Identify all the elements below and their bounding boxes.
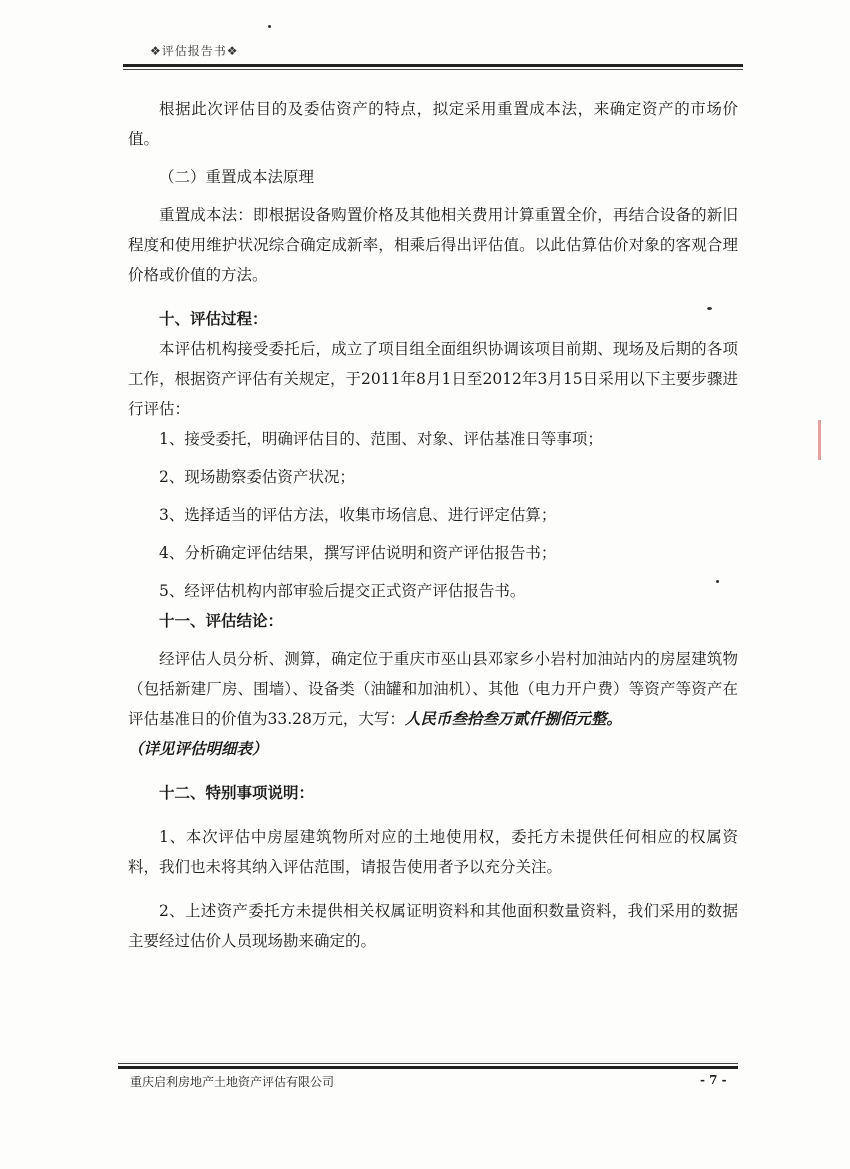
list-item-step-5: 5、经评估机构内部审验后提交正式资产评估报告书。 <box>159 582 526 600</box>
paragraph-process: 本评估机构接受委托后，成立了项目组全面组织协调该项目前期、现场及后期的各项工作，根据资产评估有关规定，于2011年8月1日至2012年3月15日采用以下主要步骤进行评估： <box>128 340 738 418</box>
scan-speck <box>716 580 719 583</box>
scan-speck <box>268 25 271 28</box>
heading-section-10: 十、评估过程： <box>159 310 268 328</box>
footer-rule <box>118 1066 738 1069</box>
scan-speck <box>707 307 712 310</box>
list-item-step-4: 4、分析确定评估结果，撰写评估说明和资产评估报告书； <box>159 544 557 562</box>
paragraph-special-item-1: 1、本次评估中房屋建筑物所对应的土地使用权，委托方未提供任何相应的权属资料，我们也未将其纳入评估范围，请报告使用者予以充分关注。 <box>128 828 738 876</box>
footer-rule-thin <box>118 1063 738 1064</box>
paragraph-method-choice: 根据此次评估目的及委估资产的特点，拟定采用重置成本法，来确定资产的市场价值。 <box>128 100 738 148</box>
list-item-step-3: 3、选择适当的评估方法，收集市场信息、进行评定估算； <box>159 506 557 524</box>
document-body <box>128 94 738 956</box>
report-header-label: ❖评估报告书❖ <box>150 44 239 58</box>
conclusion-text: 经评估人员分析、测算，确定位于重庆市巫山县邓家乡小岩村加油站内的房屋建筑物（包括新建厂房、围墙）、设备类（油罐和加油机）、其他（电力开户费）等资产等资产在评估基准日的价值为33.28万元，大写： <box>128 650 738 728</box>
scan-edge-mark <box>818 420 821 460</box>
page-number: - 7 - <box>700 1073 727 1087</box>
conclusion-detail-note: （详见评估明细表） <box>128 739 268 758</box>
paragraph-special-item-2: 2、上述资产委托方未提供相关权属证明资料和其他面积数量资料，我们采用的数据主要经过估价人员现场勘来确定的。 <box>128 902 738 950</box>
subheading-cost-principle: （二）重置成本法原理 <box>159 168 315 186</box>
paragraph-conclusion <box>128 644 738 734</box>
header-rule-thin <box>123 69 743 70</box>
heading-section-11: 十一、评估结论： <box>159 612 284 630</box>
header-rule <box>123 64 743 67</box>
footer-company-name: 重庆启利房地产土地资产评估有限公司 <box>130 1075 335 1089</box>
conclusion-amount-in-words: 人民币叁拾叁万贰仟捌佰元整。 <box>404 709 622 728</box>
heading-section-12: 十二、特别事项说明： <box>159 784 315 802</box>
paragraph-cost-principle: 重置成本法：即根据设备购置价格及其他相关费用计算重置全价，再结合设备的新旧程度和使用维护状况综合确定成新率，相乘后得出评估值。以此估算估价对象的客观合理价格或价值的方法。 <box>128 206 738 284</box>
list-item-step-1: 1、接受委托，明确评估目的、范围、对象、评估基准日等事项； <box>159 430 603 448</box>
list-item-step-2: 2、现场勘察委估资产状况； <box>159 468 355 486</box>
